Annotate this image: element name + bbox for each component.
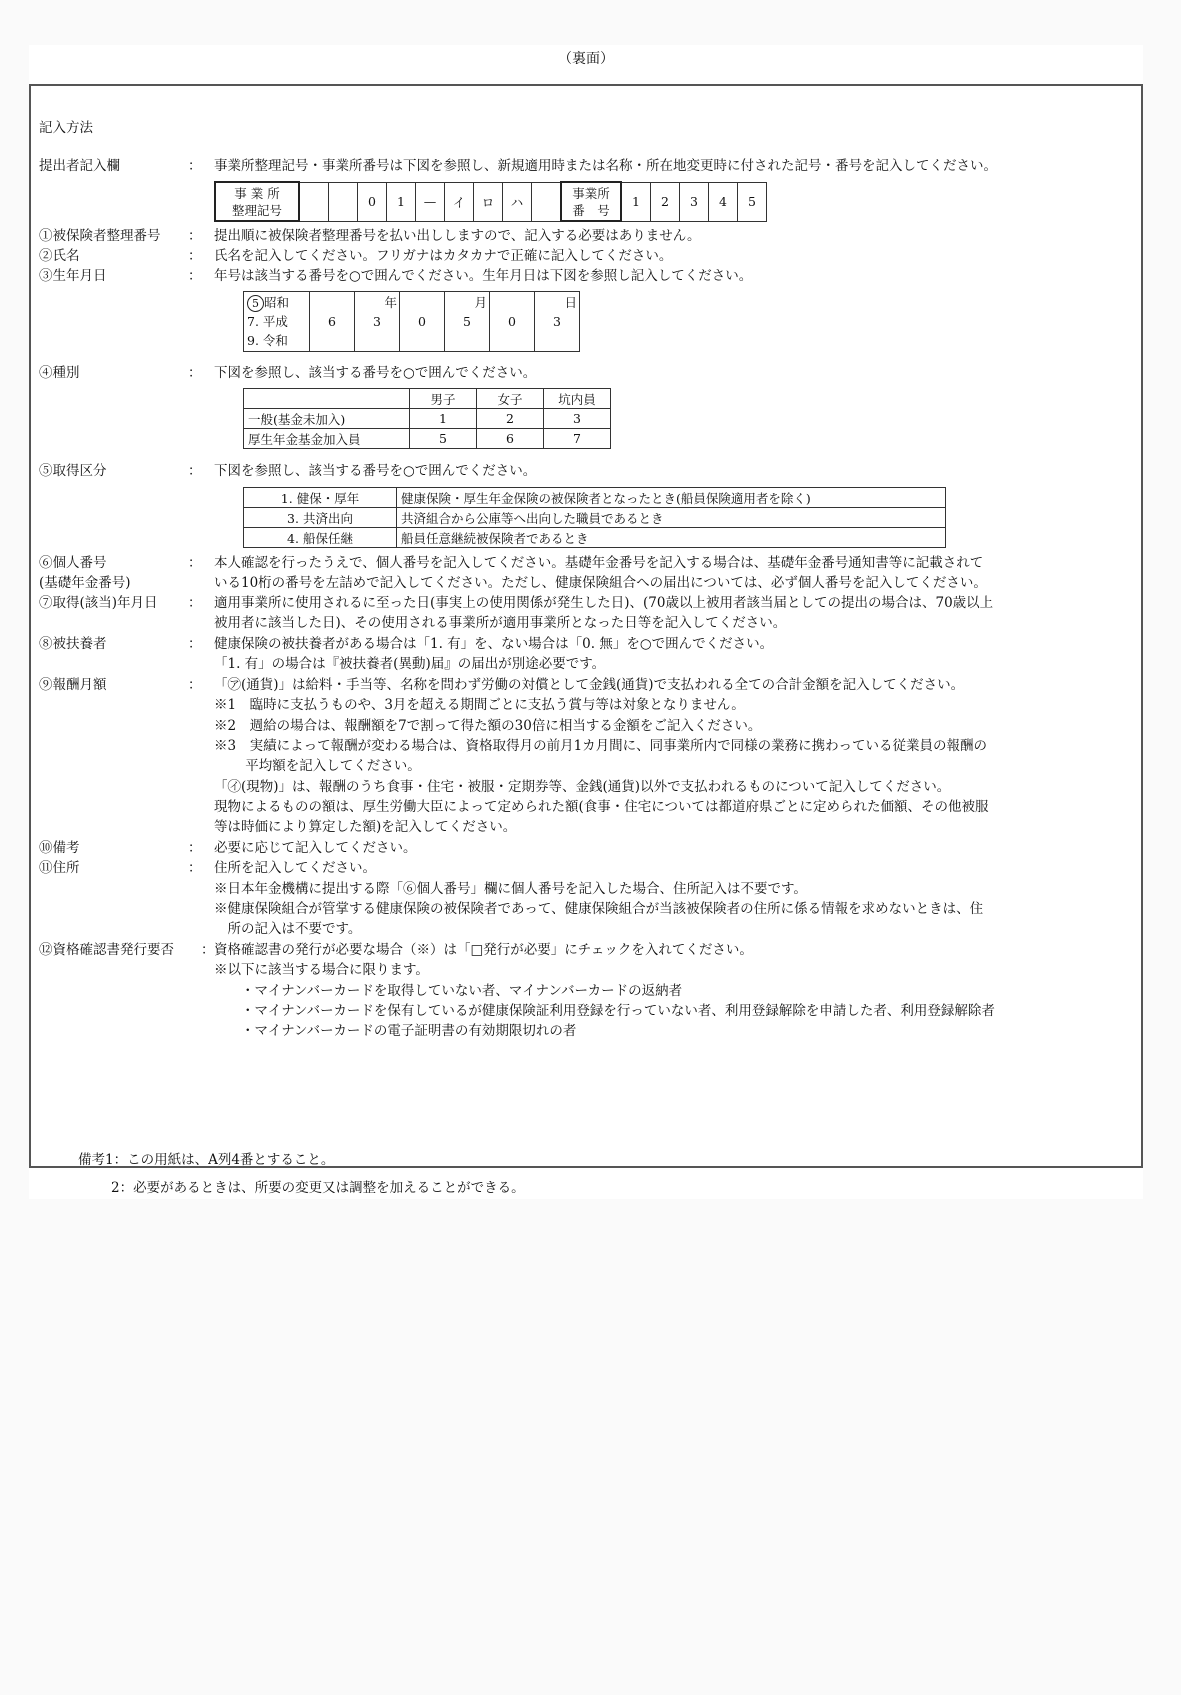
colon: ： [188, 595, 202, 611]
item7-line: 適用事業所に使用されるに至った日(事実上の使用関係が発生した日)、(70歳以上被用者該当届としての提出の場合は、70歳以上 [214, 595, 994, 611]
item6-label2: (基礎年金番号) [39, 575, 131, 591]
seiri-label-cell [215, 182, 299, 221]
item8-label: ⑧被扶養者 [39, 636, 107, 652]
item10-text: 必要に応じて記入してください。 [214, 840, 417, 856]
item9-label: ⑨報酬月額 [39, 677, 107, 693]
day-digit: 0 [490, 292, 535, 352]
bango-cell: 3 [680, 182, 709, 221]
item8-line: 健康保険の被扶養者がある場合は「1. 有」を、ない場合は「0. 無」を○で囲んでください。 [214, 636, 774, 652]
colon: ： [188, 677, 202, 693]
acquisition-code: 3. 共済出向 [244, 508, 397, 528]
bango-cell: 2 [651, 182, 680, 221]
bango-cell: 5 [738, 182, 767, 221]
seiri-cell: ハ [503, 182, 532, 221]
acquisition-desc: 共済組合から公庫等へ出向した職員であるとき [397, 508, 946, 528]
item10-label: ⑩備考 [39, 840, 80, 856]
colon: ： [188, 840, 202, 856]
remark-1: 備考1：この用紙は、A列4番とすること。 [78, 1152, 335, 1168]
item11-line: 住所を記入してください。 [214, 860, 376, 876]
colon: ： [188, 268, 202, 284]
item9-line: ※3 実績によって報酬が変わる場合は、資格取得月の前月1カ月間に、同事業所内で同様の業務に携わっている従業員の報酬の [214, 738, 988, 754]
bango-label-2: 番 号 [572, 202, 610, 218]
acquisition-code: 4. 船保任継 [244, 528, 397, 548]
seiri-cell: — [416, 182, 445, 221]
category-value: 1 [410, 409, 477, 429]
colon: ： [188, 365, 202, 381]
year-label: 年 [384, 295, 397, 310]
item11-line: 所の記入は不要です。 [214, 921, 362, 937]
seiri-label-1: 事 業 所 [234, 185, 280, 201]
item9-line: 平均額を記入してください。 [214, 758, 421, 774]
colon: ： [188, 248, 202, 264]
seiri-cell: イ [445, 182, 474, 221]
item5-label: ⑤取得区分 [39, 463, 107, 479]
category-value: 5 [410, 429, 477, 449]
acquisition-desc: 健康保険・厚生年金保険の被保険者となったとき(船員保険適用者を除く) [397, 488, 946, 508]
item9-line: 等は時価により算定した額)を記入してください。 [214, 819, 517, 835]
birthdate-example-table [243, 291, 580, 352]
item8-line: 「1. 有」の場合は『被扶養者(異動)届』の届出が別途必要です。 [214, 656, 606, 672]
category-header [244, 389, 410, 409]
item6-label: ⑥個人番号 [39, 555, 107, 571]
day-digit: 3 [553, 314, 561, 329]
acquisition-desc: 船員任意継続被保険者であるとき [397, 528, 946, 548]
section-title: 記入方法 [39, 120, 93, 136]
table-row [244, 488, 946, 508]
bango-label-cell [561, 182, 621, 221]
month-digit-cell [445, 292, 490, 352]
table-row [244, 429, 611, 449]
seiri-cell [329, 182, 358, 221]
item7-line: 被用者に該当した日)、その使用される事業所が適用事業所となった日等を記入してください。 [214, 615, 787, 631]
month-digit: 5 [463, 314, 471, 329]
item4-text: 下図を参照し、該当する番号を○で囲んでください。 [214, 365, 537, 381]
item12-bullet: ・マイナンバーカードを取得していない者、マイナンバーカードの返納者 [214, 983, 683, 999]
era-circle-mark: 5 [247, 295, 264, 312]
item9-line: ※2 週給の場合は、報酬額を7で割って得た額の30倍に相当する金額をご記入ください。 [214, 718, 762, 734]
seiri-cell: 0 [358, 182, 387, 221]
month-label: 月 [474, 295, 487, 310]
colon: ： [201, 942, 215, 958]
era-heisei: 7. 平成 [247, 314, 288, 329]
document-sheet [29, 45, 1143, 1199]
category-value: 6 [477, 429, 544, 449]
office-code-example-table [214, 181, 767, 222]
remark-2: 2：必要があるときは、所要の変更又は調整を加えることができる。 [111, 1180, 525, 1196]
colon: ： [188, 463, 202, 479]
colon: ： [188, 228, 202, 244]
category-value: 7 [544, 429, 611, 449]
seiri-cell: ロ [474, 182, 503, 221]
colon: ： [188, 555, 202, 571]
era-cell [244, 292, 310, 352]
colon: ： [188, 860, 202, 876]
category-row-label: 厚生年金基金加入員 [244, 429, 410, 449]
category-header: 女子 [477, 389, 544, 409]
category-header: 男子 [410, 389, 477, 409]
item3-label: ③生年月日 [39, 268, 107, 284]
item2-label: ②氏名 [39, 248, 80, 264]
seiri-label-2: 整理記号 [231, 202, 282, 218]
acquisition-code: 1. 健保・厚年 [244, 488, 397, 508]
item11-line: ※日本年金機構に提出する際「⑥個人番号」欄に個人番号を記入した場合、住所記入は不要です。 [214, 881, 807, 897]
item2-text: 氏名を記入してください。フリガナはカタカナで正確に記入してください。 [214, 248, 673, 264]
colon: ： [188, 158, 202, 174]
era-reiwa: 9. 令和 [247, 333, 288, 348]
item6-line: 本人確認を行ったうえで、個人番号を記入してください。基礎年金番号を記入する場合は、基礎年金番号通知書等に記載されて [214, 555, 984, 571]
item9-line: ※1 臨時に支払うものや、3月を超える期間ごとに支払う賞与等は対象となりません。 [214, 697, 745, 713]
item12-label: ⑫資格確認書発行要否 [39, 942, 174, 958]
category-table [243, 388, 611, 449]
category-row-label: 一般(基金未加入) [244, 409, 410, 429]
acquisition-type-table [243, 487, 946, 548]
bango-label-1: 事業所 [572, 185, 610, 201]
table-row [244, 409, 611, 429]
item12-line: ※以下に該当する場合に限ります。 [214, 962, 429, 978]
year-digit: 6 [310, 292, 355, 352]
submitter-text: 事業所整理記号・事業所番号は下図を参照し、新規適用時または名称・所在地変更時に付された記号・番号を記入してください。 [214, 158, 997, 174]
item11-line: ※健康保険組合が管掌する健康保険の被保険者であって、健康保険組合が当該被保険者の住所に係る情報を求めないときは、住 [214, 901, 984, 917]
item11-label: ⑪住所 [39, 860, 80, 876]
day-label: 日 [564, 295, 577, 310]
seiri-cell [299, 182, 329, 221]
seiri-cell: 1 [387, 182, 416, 221]
bango-cell: 4 [709, 182, 738, 221]
submitter-label: 提出者記入欄 [39, 158, 120, 174]
bango-cell: 1 [621, 182, 651, 221]
item4-label: ④種別 [39, 365, 80, 381]
colon: ： [188, 636, 202, 652]
item6-line: いる10桁の番号を左詰めで記入してください。ただし、健康保険組合への届出については、必ず個人番号を記入してください。 [214, 575, 987, 591]
instructions-frame [29, 84, 1143, 1168]
item12-bullet: ・マイナンバーカードを保有しているが健康保険証利用登録を行っていない者、利用登録解除を申請した者、利用登録解除者 [214, 1003, 995, 1019]
item12-line: 資格確認書の発行が必要な場合（※）は「□発行が必要」にチェックを入れてください。 [214, 942, 753, 958]
year-digit-cell [355, 292, 400, 352]
table-row [244, 508, 946, 528]
item1-text: 提出順に被保険者整理番号を払い出ししますので、記入する必要はありません。 [214, 228, 701, 244]
item7-label: ⑦取得(該当)年月日 [39, 595, 158, 611]
era-showa: 昭和 [264, 295, 290, 310]
item9-line: 「㋐(通貨)」は給料・手当等、名称を問わず労働の対償として金銭(通貨)で支払われる全ての合計金額を記入してください。 [214, 677, 965, 693]
category-value: 2 [477, 409, 544, 429]
table-row [244, 528, 946, 548]
item12-bullet: ・マイナンバーカードの電子証明書の有効期限切れの者 [214, 1023, 577, 1039]
category-value: 3 [544, 409, 611, 429]
year-digit: 3 [373, 314, 381, 329]
seiri-cell [532, 182, 562, 221]
item5-text: 下図を参照し、該当する番号を○で囲んでください。 [214, 463, 537, 479]
item9-line: 現物によるものの額は、厚生労働大臣によって定められた額(食事・住宅については都道府県ごとに定められた価額、その他被服 [214, 799, 989, 815]
page-label: （裏面） [558, 51, 614, 67]
item9-line: 「㋑(現物)」は、報酬のうち食事・住宅・被服・定期券等、金銭(通貨)以外で支払われるものについて記入してください。 [214, 779, 951, 795]
day-digit-cell [535, 292, 580, 352]
item1-label: ①被保険者整理番号 [39, 228, 161, 244]
category-header: 坑内員 [544, 389, 611, 409]
month-digit: 0 [400, 292, 445, 352]
item3-text: 年号は該当する番号を○で囲んでください。生年月日は下図を参照し記入してください。 [214, 268, 753, 284]
